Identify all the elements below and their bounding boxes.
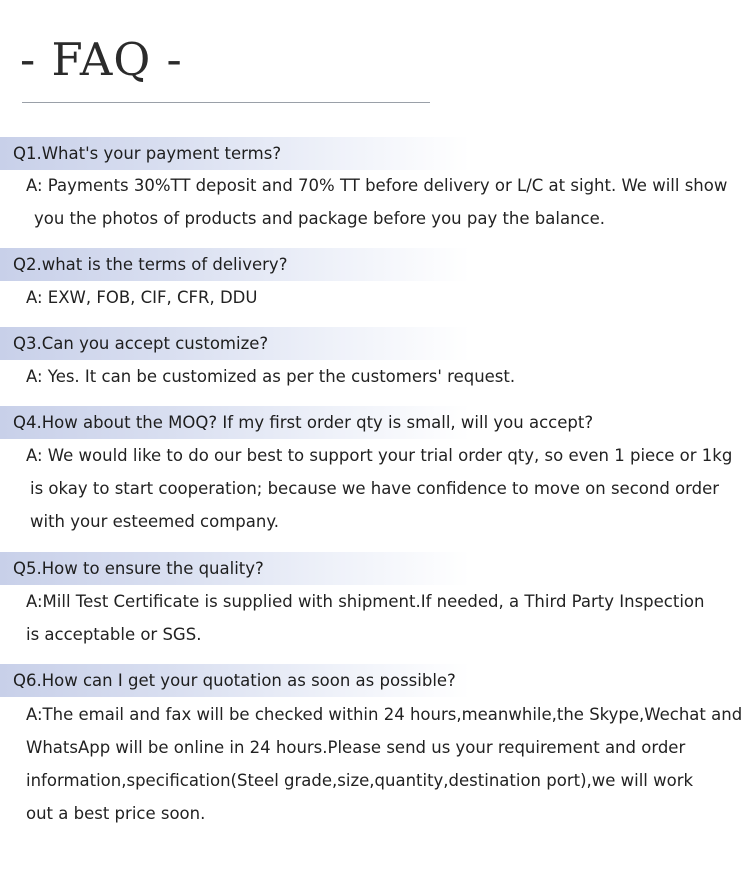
faq-answer-4 (0, 439, 740, 538)
page-title: - FAQ - (20, 33, 183, 86)
answer-line: out a best price soon. (26, 804, 206, 823)
answer-line: A: Payments 30%TT deposit and 70% TT before delivery or L/C at sight. We will show (26, 176, 728, 195)
answer-line: with your esteemed company. (30, 512, 279, 531)
answer-line: WhatsApp will be online in 24 hours.Please send us your requirement and order (26, 738, 686, 757)
answer-line: A:The email and fax will be checked within 24 hours,meanwhile,the Skype,Wechat and (26, 705, 743, 724)
answer-line: A: We would like to do our best to support your trial order qty, so even 1 piece or 1kg (26, 446, 733, 465)
faq-question-5: Q5.How to ensure the quality? (0, 552, 470, 585)
answer-line: A: EXW, FOB, CIF, CFR, DDU (26, 288, 258, 307)
answer-line: is okay to start cooperation; because we have confidence to move on second order (30, 479, 720, 498)
faq-question-6: Q6.How can I get your quotation as soon as possible? (0, 664, 470, 697)
answer-line: information,specification(Steel grade,size,quantity,destination port),we will work (26, 771, 694, 790)
faq-answer-5 (0, 585, 740, 651)
answer-line: A:Mill Test Certificate is supplied with shipment.If needed, a Third Party Inspection (26, 592, 705, 611)
faq-question-2: Q2.what is the terms of delivery? (0, 248, 470, 281)
title-divider (22, 102, 430, 103)
faq-answer-1 (0, 169, 740, 235)
faq-answer-3 (0, 360, 740, 393)
answer-line: is acceptable or SGS. (26, 625, 202, 644)
faq-question-4: Q4.How about the MOQ? If my first order qty is small, will you accept? (0, 406, 470, 439)
answer-line: A: Yes. It can be customized as per the customers' request. (26, 367, 516, 386)
faq-question-1: Q1.What's your payment terms? (0, 137, 470, 170)
faq-answer-6 (0, 698, 743, 830)
answer-line: you the photos of products and package before you pay the balance. (34, 209, 605, 228)
faq-answer-2 (0, 281, 740, 314)
faq-question-3: Q3.Can you accept customize? (0, 327, 470, 360)
